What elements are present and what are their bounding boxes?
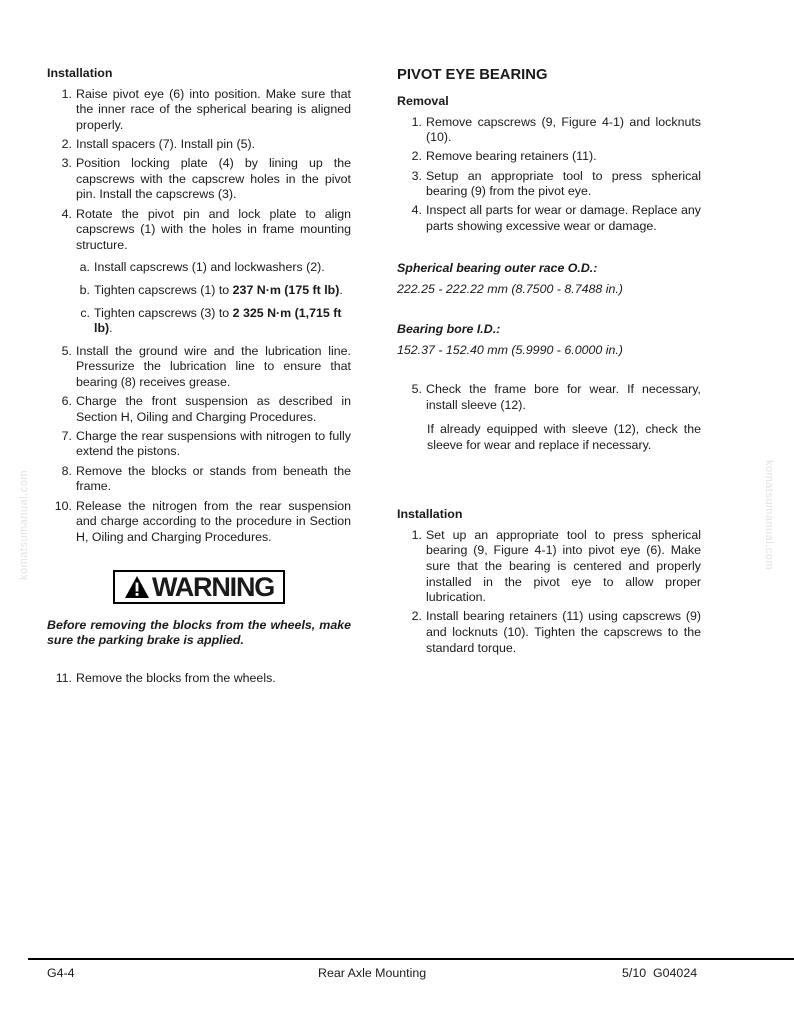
section-title: PIVOT EYE BEARING [397,67,548,83]
warning-label: WARNING [151,571,275,602]
list-item: 5. Install the ground wire and the lubrication line. Pressurize the lubrication line to ensure that bearing (8) receives grease. [61,343,351,389]
warning-banner [47,570,351,604]
installation-steps [47,87,351,254]
left-column [47,66,351,690]
check-step [397,382,701,413]
installation-substeps [47,260,351,336]
list-item: 2. Install bearing retainers (11) using capscrews (9) and locknuts (10). Tighten the capscrews to the standard torque. [411,609,701,655]
warning-text: Before removing the blocks from the wheels, make sure the parking brake is applied. [47,617,351,648]
list-item: 8. Remove the blocks or stands from beneath the frame. [61,463,351,494]
sub-list-item: b. Tighten capscrews (1) to 237 N·m (175 ft lb). [79,282,343,297]
list-item: 7. Charge the rear suspensions with nitrogen to fully extend the pistons. [61,428,351,459]
list-item: 5. Check the frame bore for wear. If necessary, install sleeve (12). [411,381,701,412]
torque-value: 237 N·m (175 ft lb) [232,282,340,297]
torque-value: 2 325 N·m (1,715 ft lb) [94,305,342,336]
list-item: 11. Remove the blocks from the wheels. [55,670,276,685]
installation-heading: Installation [397,507,463,522]
removal-heading: Removal [397,94,449,108]
warning-triangle-icon [124,575,150,599]
sleeve-note: If already equipped with sleeve (12), check the sleeve for wear and replace if necessary. [427,422,701,452]
list-item: 4. Rotate the pivot pin and lock plate to align capscrews (1) with the holes in frame mounting structure. [61,206,351,252]
spec-value: 222.25 - 222.22 mm (8.7500 - 8.7488 in.) [397,282,623,297]
list-item: 3. Position locking plate (4) by lining up the capscrews with the capscrew holes in the pivot pin. Install the capscrews (3). [61,156,351,202]
document-code: G04024 [653,966,698,980]
spec-label: Spherical bearing outer race O.D.: [397,260,598,275]
spec-label: Bearing bore I.D.: [397,321,501,336]
list-item: 2. Install spacers (7). Install pin (5). [61,136,256,151]
final-step [47,671,351,687]
sub-list-item: a. Install capscrews (1) and lockwashers (2). [79,260,325,275]
installation-heading: Installation [47,66,113,80]
spec-value: 152.37 - 152.40 mm (5.9990 - 6.0000 in.) [397,343,623,358]
bearing-install-steps [397,528,701,656]
list-item: 6. Charge the front suspension as described in Section H, Oiling and Charging Procedures. [61,394,351,424]
page-number: G4-4 [47,966,75,980]
footer-divider [28,958,794,960]
footer-date: 5/10 G04024 [622,966,698,980]
footer-title: Rear Axle Mounting [318,966,427,980]
watermark-left: komatsumanual.com [18,470,31,580]
list-item: 3. Setup an appropriate tool to press spherical bearing (9) from the pivot eye. [411,168,701,199]
removal-steps [397,115,701,235]
installation-steps-continued [47,344,351,546]
list-item: 1. Remove capscrews (9, Figure 4-1) and locknuts (10). [411,114,701,145]
list-item: 2. Remove bearing retainers (11). [411,149,597,164]
list-item: 1. Set up an appropriate tool to press spherical bearing (9, Figure 4-1) into pivot eye (6). Make sure that the bearing is centered and properly installed in the pivot eye to allow proper lubrication. [411,527,701,605]
right-column [397,66,701,660]
list-item: 1. Raise pivot eye (6) into position. Make sure that the inner race of the spherical bearing is aligned properly. [61,86,351,132]
list-item: 10. Release the nitrogen from the rear suspension and charge according to the procedure in Section H, Oiling and Charging Procedures. [54,498,351,544]
watermark-right: komatsumanual.com [762,460,775,570]
warning-box [113,570,285,604]
sub-list-item: c. Tighten capscrews (3) to 2 325 N·m (1,715 ft lb). [80,305,342,336]
list-item: 4. Inspect all parts for wear or damage. Replace any parts showing excessive wear or damage. [411,203,701,233]
